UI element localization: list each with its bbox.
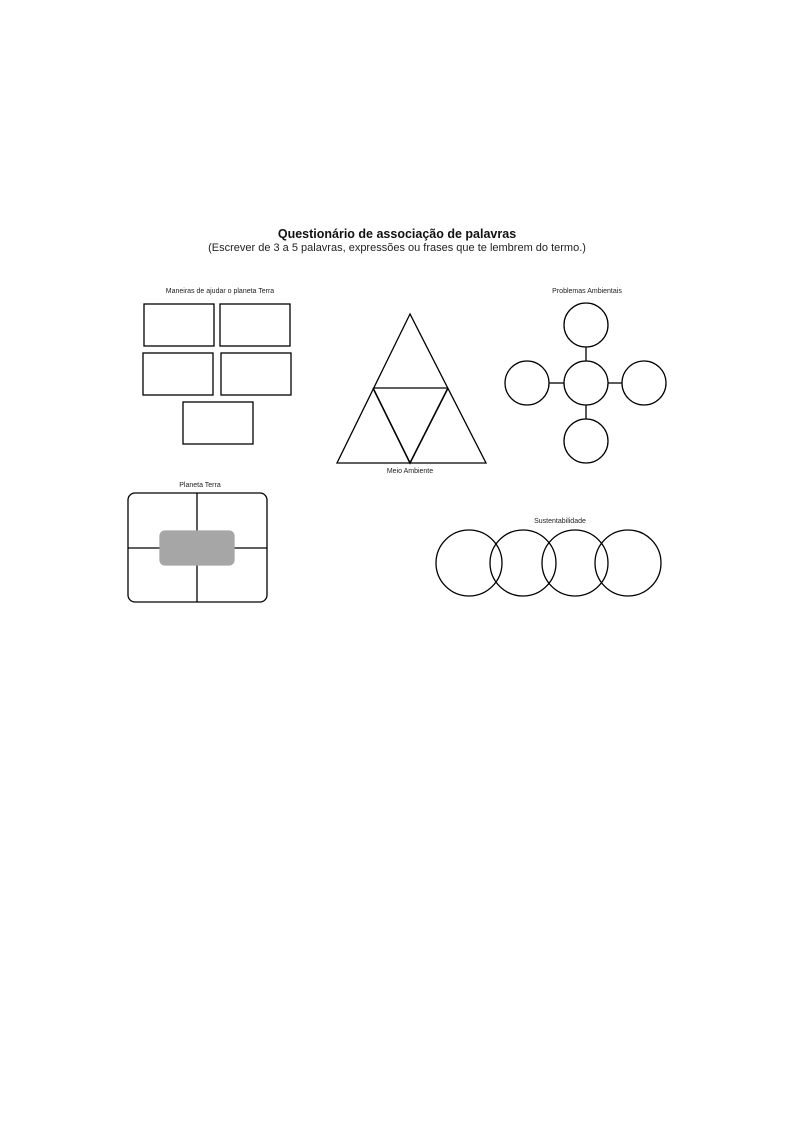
environmental-problems-circles (505, 303, 666, 463)
page-subtitle: (Escrever de 3 a 5 palavras, expressões ou frases que te lembrem do termo.) (208, 242, 586, 254)
answer-circle-top[interactable] (564, 303, 608, 347)
answer-box[interactable] (144, 304, 214, 346)
page-title: Questionário de associação de palavras (277, 227, 517, 241)
answer-circle[interactable] (542, 530, 608, 596)
answer-circle[interactable] (436, 530, 502, 596)
answer-circle-right[interactable] (622, 361, 666, 405)
sustainability-circles (436, 530, 661, 596)
environment-label: Meio Ambiente (386, 468, 434, 475)
sustainability-label: Sustentabilidade (534, 518, 586, 525)
answer-box[interactable] (143, 353, 213, 395)
planet-earth-label: Planeta Terra (179, 482, 221, 489)
planet-earth-frame (128, 493, 267, 602)
environmental-problems-label: Problemas Ambientais (552, 288, 622, 295)
answer-box[interactable] (183, 402, 253, 444)
ways-to-help-label: Maneiras de ajudar o planeta Terra (165, 288, 275, 295)
answer-box[interactable] (220, 304, 290, 346)
answer-circle-left[interactable] (505, 361, 549, 405)
ways-to-help-boxes (143, 304, 291, 444)
answer-circle[interactable] (595, 530, 661, 596)
answer-circle[interactable] (490, 530, 556, 596)
center-circle[interactable] (564, 361, 608, 405)
center-box (160, 531, 234, 565)
inner-triangle[interactable] (373, 388, 448, 463)
answer-circle-bottom[interactable] (564, 419, 608, 463)
environment-triangle (337, 314, 486, 463)
answer-box[interactable] (221, 353, 291, 395)
